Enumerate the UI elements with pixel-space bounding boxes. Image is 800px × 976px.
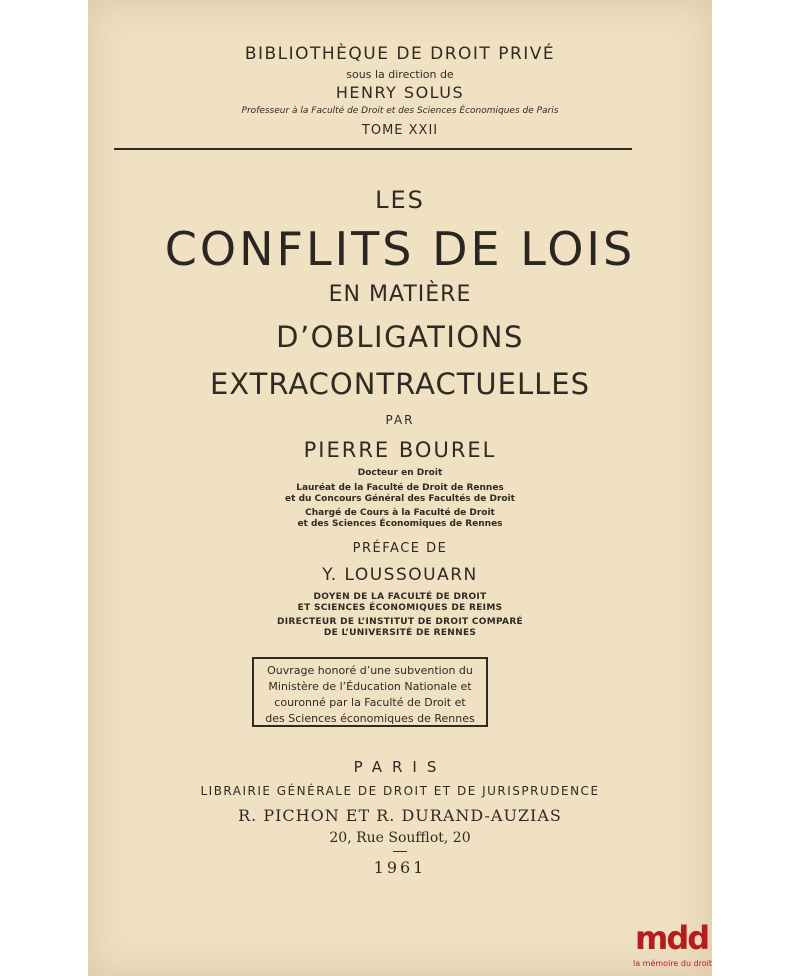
publisher-names: R. PICHON ET R. DURAND-AUZIAS	[238, 806, 562, 825]
preface-credential: ET SCIENCES ÉCONOMIQUES DE REIMS	[297, 603, 503, 613]
series-direction: sous la direction de	[346, 68, 454, 81]
title-line-1: LES	[375, 186, 425, 214]
preface-label: PRÉFACE DE	[352, 541, 448, 556]
mdd-logo	[633, 919, 713, 971]
preface-credential: DIRECTEUR DE L’INSTITUT DE DROIT COMPARÉ	[276, 617, 524, 627]
editor-role: Professeur à la Faculté de Droit et des Sciences Économiques de Paris	[241, 106, 559, 116]
tome-number: TOME XXII	[361, 123, 439, 138]
title-line-3: EN MATIÈRE	[328, 282, 472, 307]
series-title: BIBLIOTHÈQUE DE DROIT PRIVÉ	[244, 44, 556, 64]
author-credential: Docteur en Droit	[357, 468, 443, 478]
logo-letters: mdd	[635, 919, 709, 957]
publisher-house: LIBRAIRIE GÉNÉRALE DE DROIT ET DE JURISPRUDENCE	[200, 784, 600, 798]
author-credential: et des Sciences Économiques de Rennes	[297, 519, 503, 529]
honor-line: des Sciences économiques de Rennes	[265, 712, 475, 725]
publication-year: 1961	[373, 858, 427, 877]
publisher-address: 20, Rue Soufflot, 20	[329, 830, 471, 846]
honor-box	[252, 657, 488, 727]
year-separator	[393, 851, 407, 852]
author-credential: Chargé de Cours à la Faculté de Droit	[305, 508, 495, 518]
honor-line: Ouvrage honoré d’une subvention du	[267, 664, 473, 677]
by-label: PAR	[385, 413, 415, 427]
publisher-city: PARIS	[353, 758, 447, 776]
author-name: PIERRE BOUREL	[303, 438, 497, 462]
honor-line: couronné par la Faculté de Droit et	[274, 696, 466, 709]
author-credential: et du Concours Général des Facultés de Droit	[285, 494, 515, 504]
title-line-4: D’OBLIGATIONS	[276, 320, 524, 354]
author-credential: Lauréat de la Faculté de Droit de Rennes	[296, 483, 504, 493]
preface-credential: DE L’UNIVERSITÉ DE RENNES	[323, 628, 477, 638]
title-line-5: EXTRACONTRACTUELLES	[209, 367, 591, 401]
preface-credential: DOYEN DE LA FACULTÉ DE DROIT	[313, 592, 487, 602]
title-line-2: CONFLITS DE LOIS	[164, 222, 636, 276]
preface-author: Y. LOUSSOUARN	[322, 565, 478, 585]
honor-line: Ministère de l’Éducation Nationale et	[268, 680, 472, 693]
book-title-page	[88, 0, 712, 976]
series-editor: HENRY SOLUS	[335, 83, 465, 102]
logo-caption: la mémoire du droit	[633, 959, 713, 968]
header-rule	[114, 148, 632, 150]
